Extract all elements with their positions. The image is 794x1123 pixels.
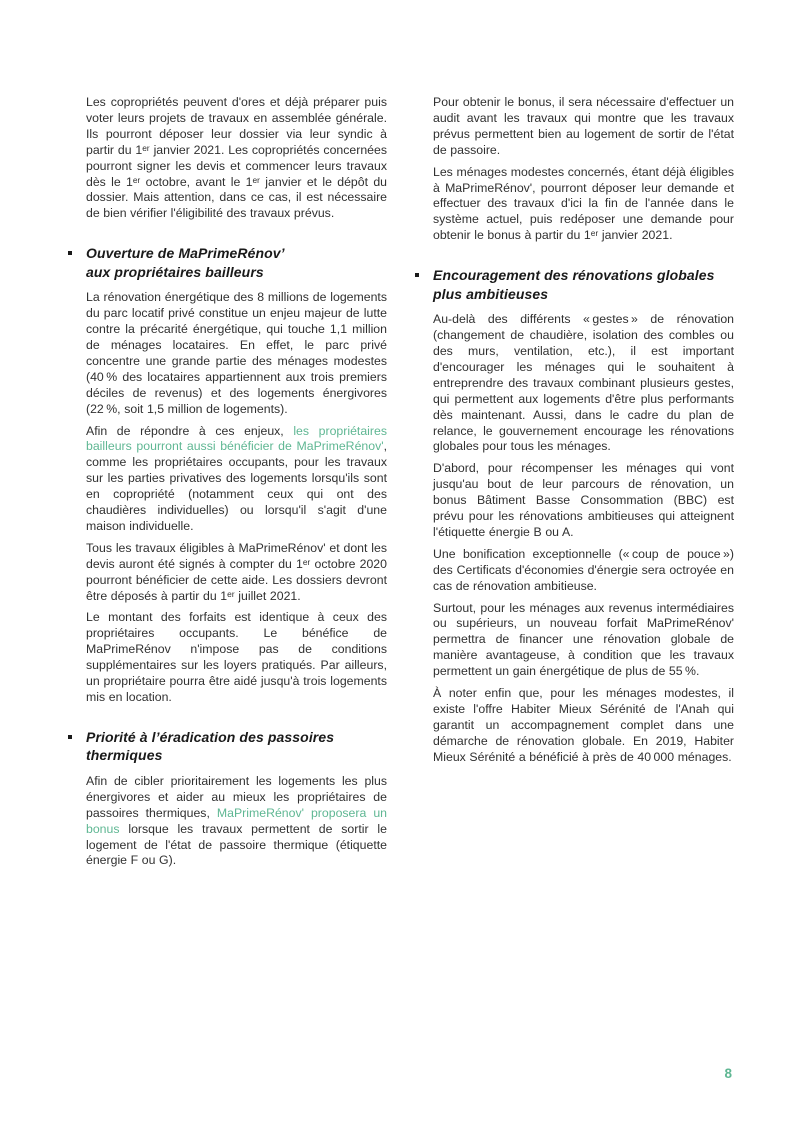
text-segment: Le montant des forfaits est identique à ceux des propriétaires occupants. Le bénéfice de MaPrimeRénov n'impose pas de conditions supplémentaires sur les loyers pratiqués. Par ailleurs, un propriétaire pourra être aidé jusqu'à trois logements mis en location. [86, 610, 387, 704]
text-segment: Afin de répondre à ces enjeux, [86, 423, 294, 438]
paragraph [86, 95, 387, 222]
paragraph [433, 601, 734, 681]
text-segment: lorsque les travaux permettent de sortir le logement de l'état de passoire thermique (étiquette énergie F ou G). [86, 821, 387, 868]
bullet-square-icon [415, 273, 419, 277]
page-content [86, 95, 734, 869]
column-right [433, 95, 734, 869]
text-segment: Au-delà des différents « gestes » de rénovation (changement de chaudière, isolation des combles ou des murs, ventilation, etc.), il est important d'encourager les ménages qui le souhaitent à entreprendre des travaux combinant plusieurs gestes, qui permettent aux logements d'être plus performants dès maintenant. Aussi, dans le cadre du plan de relance, le gouvernement encourage les rénovations globales pour tous les ménages. [433, 312, 734, 454]
paragraph [433, 686, 734, 766]
paragraph [433, 461, 734, 541]
text-segment: Les ménages modestes concernés, étant déjà éligibles à MaPrimeRénov', pourront déposer leur demande et effectuer des travaux d'ici la fin de l'année dans le système actuel, puis redéposer une demande pour obtenir le bonus à partir du 1ᵉʳ janvier 2021. [433, 164, 734, 243]
section-heading: Ouverture de MaPrimeRénov’ aux propriétaires bailleurs [86, 244, 387, 281]
paragraph [433, 165, 734, 245]
text-segment: Afin de cibler prioritairement les logements les plus énergivores et aider au mieux les propriétaires de passoires thermiques, [86, 773, 387, 820]
bullet-square-icon [68, 251, 72, 255]
paragraph [433, 547, 734, 595]
accent-text-segment: MaPrimeRénov' proposera un bonus [86, 805, 388, 836]
section-heading: Priorité à l’éradication des passoires thermiques [86, 728, 387, 765]
paragraph [433, 312, 734, 455]
paragraph [86, 424, 387, 535]
paragraph [86, 541, 387, 605]
page-number: 8 [724, 1066, 732, 1081]
paragraph [86, 290, 387, 417]
text-segment: Tous les travaux éligibles à MaPrimeRénov' et dont les devis auront été signés à compter du 1ᵉʳ octobre 2020 pourront bénéficier de cette aide. Les dossiers devront être déposés à partir du 1ᵉʳ juillet 2021. [86, 540, 387, 603]
text-segment: , comme les propriétaires occupants, pour les travaux sur les parties privatives des logements lorsqu'ils sont en copropriété (notamment ceux qui ont des chaudières individuelles) ou lorsqu'il s'agit d'une maison individuelle. [86, 439, 387, 533]
accent-text-segment: les propriétaires bailleurs pourront aussi bénéficier de MaPrimeRénov' [86, 423, 387, 454]
text-segment: Surtout, pour les ménages aux revenus intermédiaires ou supérieurs, un nouveau forfait MaPrimeRénov' permettra de financer une rénovation globale de manière avantageuse, à condition que les travaux permettent un gain énergétique de plus de 55 %. [433, 600, 734, 679]
text-segment: Les copropriétés peuvent d'ores et déjà préparer puis voter leurs projets de travaux en assemblée générale. Ils pourront déposer leur dossier via leur syndic à partir du 1ᵉʳ janvier 2021. Les copropriétés concernées pourront signer les devis et commencer leurs travaux dès le 1ᵉʳ octobre, avant le 1ᵉʳ janvier et le dépôt du dossier. Mais attention, dans ce cas, il est nécessaire de bien vérifier l'éligibilité des travaux prévus. [86, 95, 387, 221]
column-left [86, 95, 387, 869]
section-heading: Encouragement des rénovations globales plus ambitieuses [433, 266, 734, 303]
bullet-square-icon [68, 735, 72, 739]
text-segment: À noter enfin que, pour les ménages modestes, il existe l'offre Habiter Mieux Sérénité de l'Anah qui garantit un accompagnement complet dans une démarche de rénovation globale. En 2019, Habiter Mieux Sérénité a bénéficié à près de 40 000 ménages. [433, 686, 734, 764]
text-segment: Pour obtenir le bonus, il sera nécessaire d'effectuer un audit avant les travaux qui montre que les travaux prévus permettent bien au logement de sortir de l'état de passoire. [433, 95, 734, 157]
text-segment: La rénovation énergétique des 8 millions de logements du parc locatif privé constitue un enjeu majeur de lutte contre la précarité énergétique, qui touche 1,1 million de ménages locataires. En effet, le parc privé concentre une grande partie des ménages modestes (40 % des locataires appartiennent aux trois premiers déciles de revenus) et des logements énergivores (22 %, soit 1,5 million de logements). [86, 290, 387, 416]
text-segment: Une bonification exceptionnelle (« coup de pouce ») des Certificats d'économies d'énergie sera octroyée en cas de rénovation ambitieuse. [433, 546, 734, 593]
paragraph [433, 95, 734, 159]
text-segment: D'abord, pour récompenser les ménages qui vont jusqu'au bout de leur parcours de rénovation, un bonus Bâtiment Basse Consommation (BBC) est prévu pour les rénovations ambitieuses qui atteignent l'étiquette énergie B ou A. [433, 461, 734, 539]
paragraph [86, 610, 387, 705]
paragraph [86, 774, 387, 869]
